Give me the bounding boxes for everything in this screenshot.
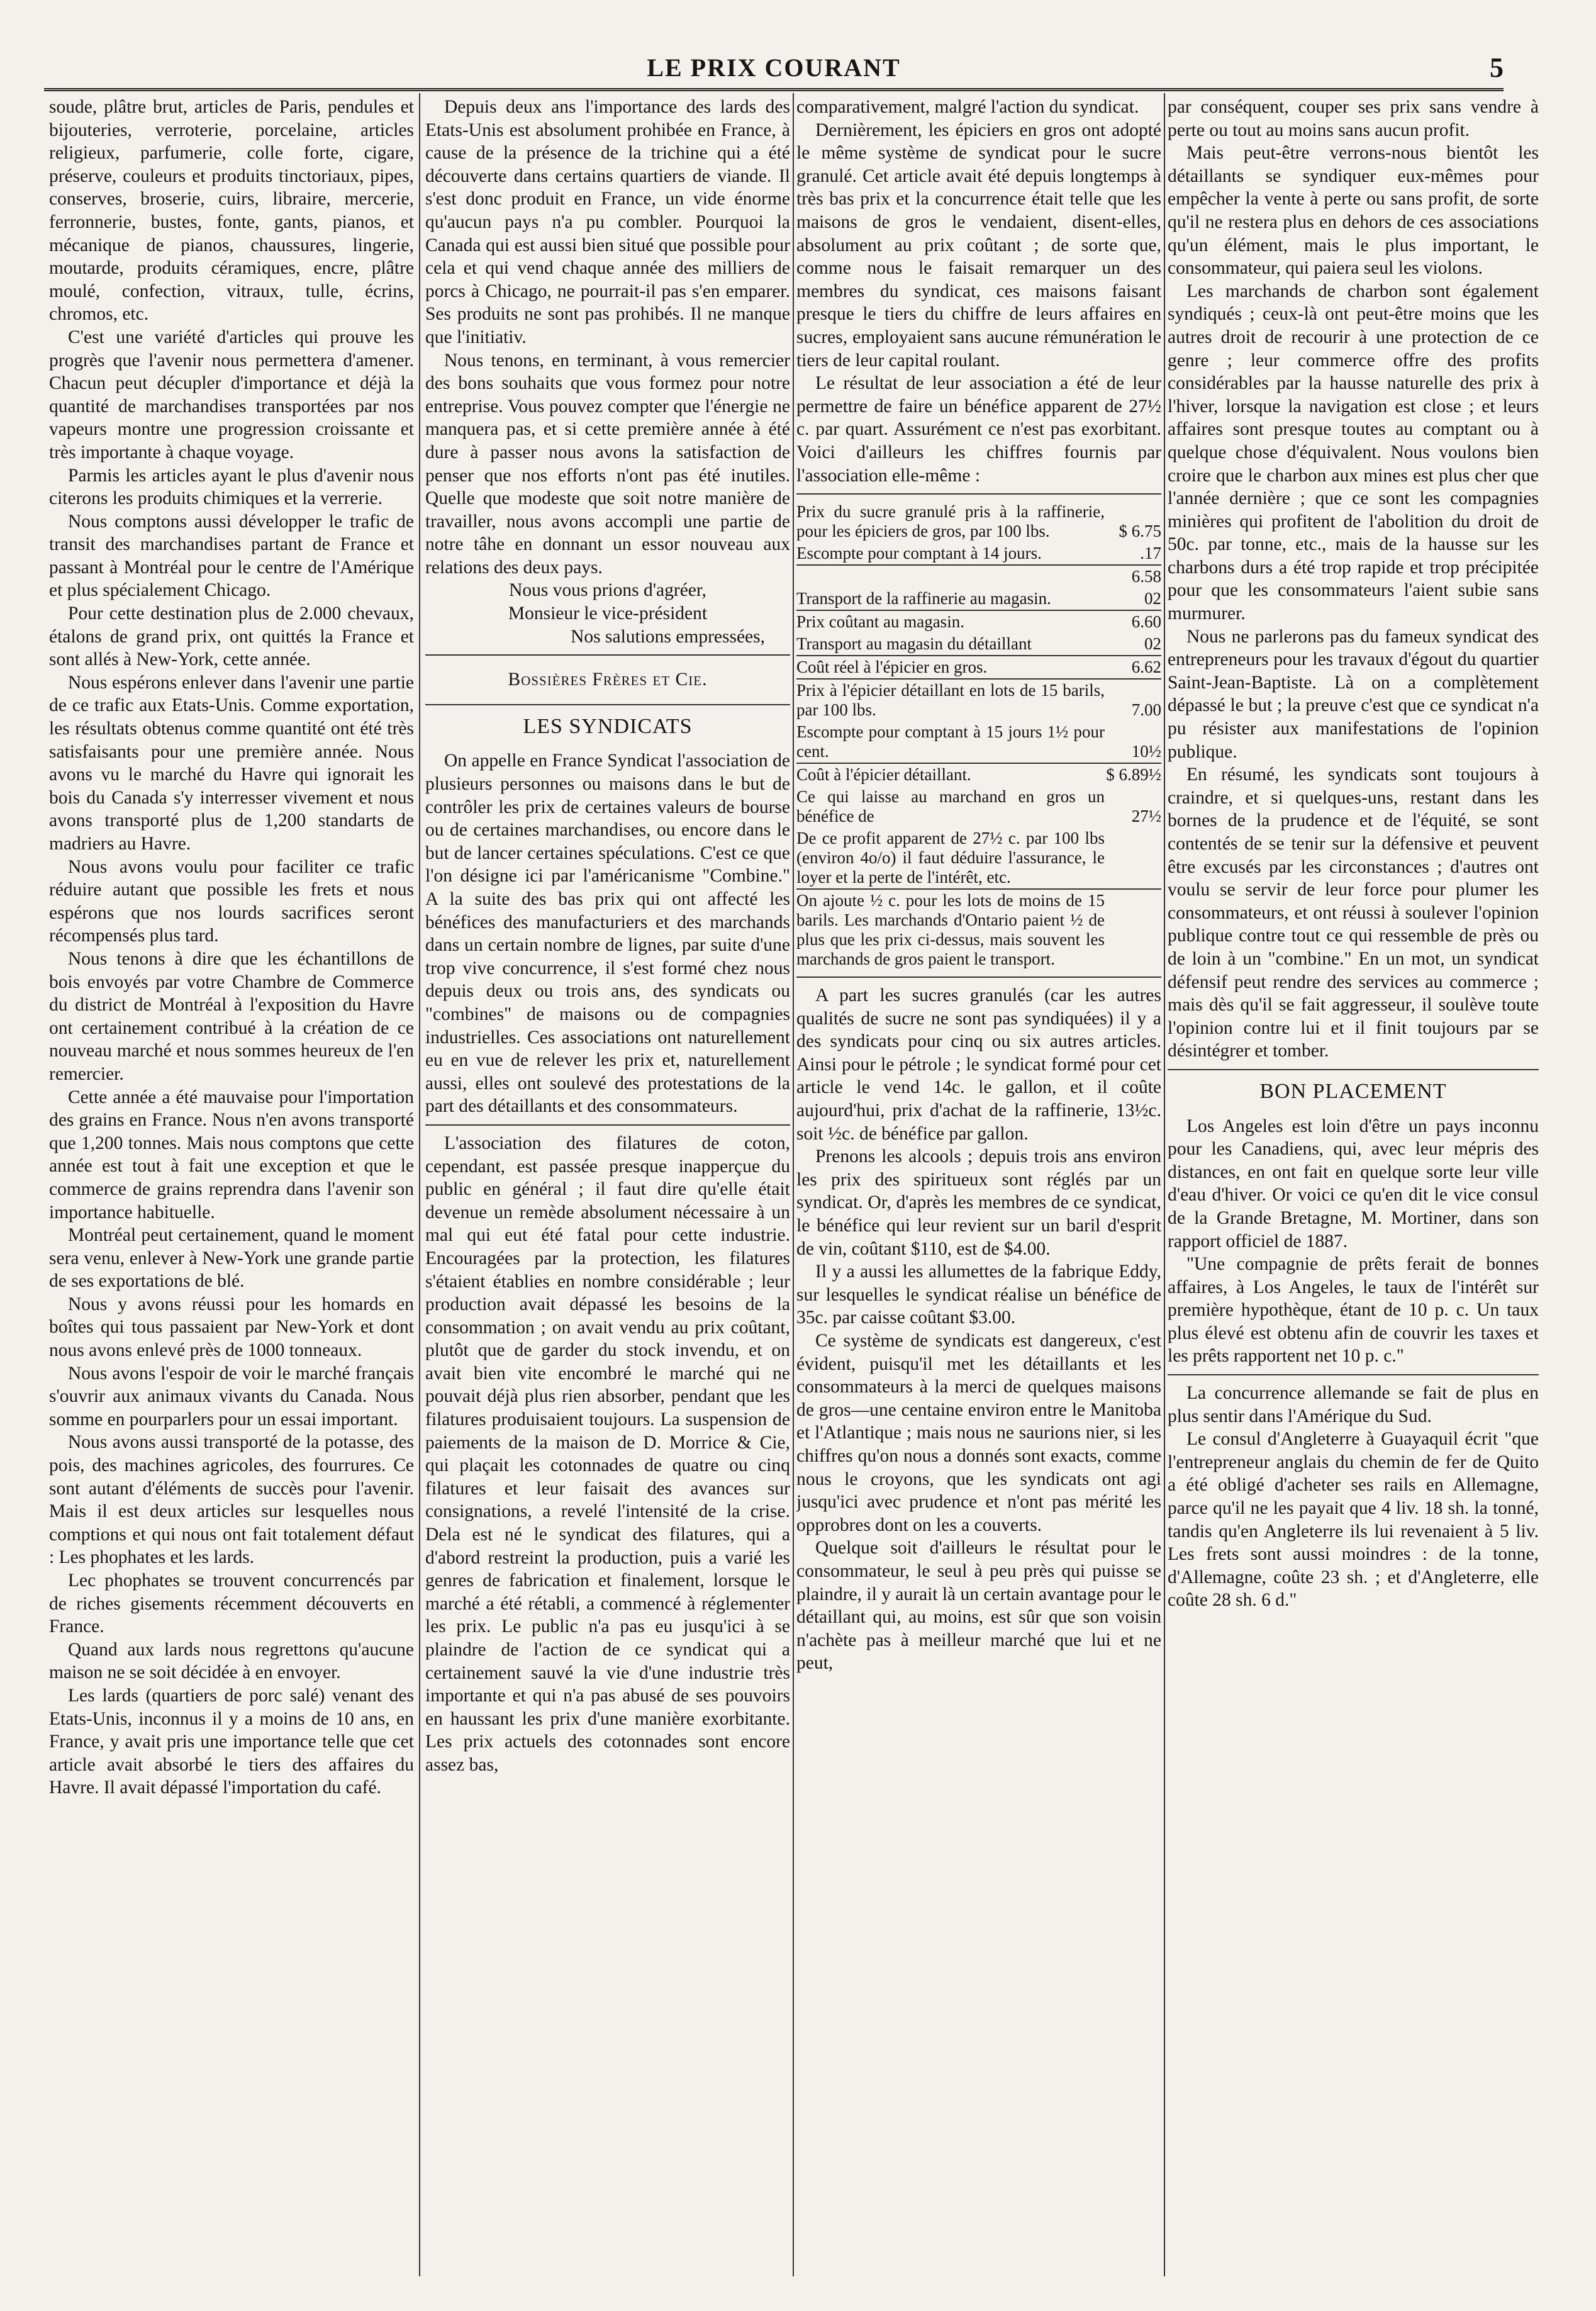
divider [796,493,1161,495]
header-rule [44,88,1504,91]
paragraph: Nous ne parlerons pas du fameux syndicat des entrepreneurs pour les travaux d'égout du quartier Saint-Jean-Baptiste. Là on a complètement dépassé le but ; la preuve c'est que ce syndicat n'a pu résister aux manifestations de l'opinion publique. [1168,626,1539,762]
table-row: Coût réel à l'épicier en gros. 6.62 [796,656,1161,679]
table-row: On ajoute ½ c. pour les lots de moins de 15 barils. Les marchands d'Ontario paient ½ de plus que les prix ci-dessus, mais souvent les marchands de gros paient le transport. [796,891,1105,969]
paragraph: A part les sucres granulés (car les autres qualités de sucre ne sont pas syndiquées) il y a des syndicats pour cinq ou six autres articles. Ainsi pour le pétrole ; le syndicat formé pour cet article le vend 14c. le gallon, et il coûte aujourd'hui, prix d'achat de la raffinerie, 13½c. soit ½c. de bénéfice par gallon. [796,985,1161,1144]
paragraph: Les lards (quartiers de porc salé) venant des Etats-Unis, inconnus il y a moins de 10 ans, en France, y avait pris une importance telle que cet article avait absorbé le tiers des affaires du Havre. Il avait dépassé l'importation du café. [49,1685,414,1798]
paragraph: soude, plâtre brut, articles de Paris, pendules et bijouteries, verroterie, porcelaine, articles religieux, parfumerie, colle forte, cigare, préserve, couleurs et produits tinctoriaux, pipes, conserves, broserie, cuirs, libraire, mercerie, ferronnerie, bustes, fonte, gants, pianos, et mécanique de pianos, chaussures, lingerie, moutarde, produits céramiques, encre, plâtre moulé, confection, vitraux, tulle, écrins, chromos, etc. [49,97,414,325]
paragraph: Depuis deux ans l'importance des lards des Etats-Unis est absolument prohibée en France, à cause de la présence de la trichine qui a été découverte dans certains quartiers de viande. Il s'est donc produit en France, un vide énorme qu'aucun pays n'a pu combler. Pourquoi la Canada qui est aussi bien situé que possible pour cela et qui vend chaque année des milliers de porcs à Chicago, ne pourrait-il pas s'en emparer. Ses produits ne sont pas prohibés. Il ne manque que l'initiativ. [425,97,790,347]
paragraph: Nous comptons aussi développer le trafic de transit des marchandises partant de France et passant à Montréal pour le centre de l'Amérique et plus spécialement Chicago. [49,511,414,601]
paragraph: En résumé, les syndicats sont toujours à craindre, et si quelques-uns, restant dans les bornes de la prudence et de l'équité, se sont contentés de se tenir sur la défensive et peuvent être excusés par les circonstances ; d'autres ont voulu se servir de leur force pour plumer les consommateurs, et ont réussi à soulever l'opinion publique contre tout ce qui ressemble de près ou de loin à un "combine." En un mot, un syndicat défensif peut rendre des services au commerce ; mais dès qu'il se fait aggresseur, il soulève toute l'opinion contre lui et il finit toujours par se désintégrer et tomber. [1168,764,1539,1061]
table-row: Escompte pour comptant à 14 jours. .17 [796,542,1161,565]
paragraph: Le consul d'Angleterre à Guayaquil écrit "que l'entrepreneur anglais du chemin de fer de Quito a été obligé d'acheter ses rails en Allemagne, parce qu'il ne les payait que 4 liv. 18 sh. la tonné, tandis qu'en Angleterre ils lui revenaient à 5 liv. Les frets sont aussi moindres : de la tonne, d'Allemagne, coûte 23 sh. ; et d'Angleterre, elle coûte 28 sh. 6 d." [1168,1429,1539,1611]
paragraph: Pour cette destination plus de 2.000 chevaux, étalons de grand prix, ont quittés la France et sont allés à New-York, cette année. [49,603,414,670]
paragraph: Nous y avons réussi pour les homards en boîtes qui tous passaient par New-York et dont nous avons enlevé près de 1000 tonneaux. [49,1294,414,1361]
column-1 [49,96,414,2273]
column-4 [1168,96,1539,2273]
section-title: LES SYNDICATS [523,714,693,738]
table-row: Transport de la raffinerie au magasin. 02 [796,588,1161,610]
table-row: Prix coûtant au magasin. 6.60 [796,612,1161,632]
column-divider [1164,93,1165,2276]
paragraph: Lec phophates se trouvent concurrencés par de riches gisements récemment découverts en France. [49,1570,414,1637]
paragraph: Quand aux lards nous regrettons qu'aucune maison ne se soit décidée à en envoyer. [49,1639,414,1683]
divider [425,704,790,705]
divider [796,976,1161,978]
table-row: Transport au magasin du détaillant 02 [796,633,1161,656]
divider [425,1124,790,1126]
paragraph: "Une compagnie de prêts ferait de bonnes affaires, à Los Angeles, le taux de l'intérêt sur première hypothèque, étant de 10 p. c. Un taux plus élevé est obtenu afin de couvrir les taxes et les prêts rapportent net 10 p. c." [1168,1254,1539,1367]
letter-closing: Nos salutions empressées, [571,626,765,647]
masthead-title: LE PRIX COURANT [647,53,901,82]
section-title: BON PLACEMENT [1259,1079,1447,1103]
letter-closing: Nous vous prions d'agréer, [509,580,706,601]
letter-closing: Monsieur le vice-président [508,603,708,624]
paragraph: Los Angeles est loin d'être un pays inconnu pour les Canadiens, qui, avec leur mépris des distances, en ont fait en quelque sorte leur ville d'eau d'hiver. Or voici ce qu'en dit le vice consul de la Grande Bretagne, M. Mortiner, dans son rapport officiel de 1887. [1168,1116,1539,1251]
paragraph: Nous espérons enlever dans l'avenir une partie de ce trafic aux Etats-Unis. Comme exportation, les résultats obtenus comme quantité ont été très satisfaisants pour une première année. Nous avons vu le marché du Havre qui ignorait les bois du Canada s'y interresser vivement et nous avons transporté plus de 1,200 standarts de madriers au Havre. [49,672,414,854]
page-number: 5 [1490,52,1504,83]
paragraph: Nous tenons, en terminant, à vous remercier des bons souhaits que vous formez pour notre entreprise. Vous pouvez compter que l'énergie ne manquera pas, et si cette première année à été dure à passer nous avons la satisfaction de penser que nos efforts n'ont pas été inutiles. Quelle que modeste que soit notre manière de travailler, nous avons accompli une partie de notre tâhe en donnant un essor nouveau aux relations des deux pays. [425,350,790,578]
divider [1168,1374,1539,1375]
table-row: Escompte pour comptant à 15 jours 1½ pour cent. 10½ [796,721,1161,763]
paragraph: par conséquent, couper ses prix sans vendre à perte ou tout au moins sans aucun profit. [1168,97,1539,140]
paragraph: Parmis les articles ayant le plus d'avenir nous citerons les produits chimiques et la verrerie. [49,465,414,509]
table-row: Prix à l'épicier détaillant en lots de 15 barils, par 100 lbs. 7.00 [796,681,1161,720]
paragraph: Nous avons voulu pour faciliter ce trafic réduire autant que possible les frets et nous espérons que nos lourds sacrifices seront récompensés plus tard. [49,856,414,946]
divider [425,654,790,656]
paragraph: Ce système de syndicats est dangereux, c'est évident, puisqu'il met les détaillants et les consommateurs à la merci de quelques maisons de gros—une centaine environ entre le Manitoba et l'Atlantique ; mais nous ne saurions nier, si les chiffres qu'on nous a donnés sont exacts, comme nous le croyons, que les syndicats ont agi jusqu'ici avec prudence et n'ont pas mérité les opprobres dont on les a couverts. [796,1331,1161,1535]
paragraph: L'association des filatures de coton, cependant, est passée presque inapperçue du public en général ; il faut dire qu'elle était devenue un remède absolument nécessaire à un mal qui eut été fatal pour cette industrie. Encouragées par la protection, les filatures s'étaient établies en nombre considérable ; leur production avait dépassé les besoins de la consommation ; on avait vendu au prix coûtant, plutôt que de garder du stock invendu, et on avait bien vite encombré le marché qui ne pouvait déjà plus rien absorber, pendant que les filatures produisaient toujours. La suspension de paiements de la maison de D. Morrice & Cie, qui plaçait les cotonnades de quatre ou cinq filatures et leur faisait des avances sur consignations, a revelé l'intensité de la crise. Dela est né le syndicat des filatures, qui a d'abord restreint la production, puis a varié les genres de fabrication et finalement, lorsque le marché a été rétabli, a commencé à réglementer les prix. Le public n'a pas eu jusqu'ici à se plaindre de l'action de ce syndicat qui a certainement sauvé la vie d'une industrie très importante et qui n'a pas abusé de ses pouvoirs en haussant les prix d'une manière exorbitante. Les prix actuels des cotonnades sont encore assez bas, [425,1133,790,1775]
paragraph: Mais peut-être verrons-nous bientôt les détaillants se syndiquer eux-mêmes pour empêcher la vente à perte ou sans profit, de sorte qu'il ne restera plus en dehors de ces associations qu'un élément, mais le plus important, le consommateur, qui paiera seul les violons. [1168,143,1539,279]
paragraph: Nous avons l'espoir de voir le marché français s'ouvrir aux animaux vivants du Canada. Nous somme en pourparlers pour un essai important. [49,1363,414,1430]
paragraph: Prenons les alcools ; depuis trois ans environ les prix des spiritueux sont réglés par un syndicat. Or, d'après les membres de ce syndicat, le bénéfice qui leur revient sur un baril d'esprit de vin, coûtant $110, est de $4.00. [796,1146,1161,1259]
paragraph: Quelque soit d'ailleurs le résultat pour le consommateur, le seul à peu près qui puisse se plaindre, il y aurait là un certain avantage pour le détaillant qui, au moins, est sûr que son voisin n'achète pas à meilleur marché que lui et ne peut, [796,1538,1161,1674]
table-row: 6.58 [1131,567,1161,586]
paragraph: Cette année a été mauvaise pour l'importation des grains en France. Nous n'en avons transporté que 1,200 tonnes. Mais nous comptons que cette année est tout à fait une exception et que le commerce de grains reprendra dans l'avenir son importance habituelle. [49,1087,414,1223]
column-3 [796,96,1161,2273]
paragraph: Les marchands de charbon sont également syndiqués ; ceux-là ont peut-être moins que les autres droit de recourir à une protection de ce genre ; leur commerce offre des profits considérables par la hausse naturelle des prix à l'hiver, lorsque la navigation est close ; et leurs affaires sont presque toutes au comptant ou à quelque chose d'équivalent. Nous voulons bien croire que le charbon aux mines est plus cher que l'année dernière ; que ce sont les compagnies minières qui profitent de l'abolition du droit de 50c. par tonne, etc., mais de la hausse sur les charbons durs a été trop rapide et trop précipitée pour que les consommateurs l'aient subie sans murmurer. [1168,281,1539,624]
table-row: De ce profit apparent de 27½ c. par 100 lbs (environ 4o/o) il faut déduire l'assurance, le loyer et la perte de l'intérêt, etc. [796,827,1161,889]
divider [1168,1069,1539,1070]
column-2 [425,96,790,2273]
paragraph: La concurrence allemande se fait de plus en plus sentir dans l'Amérique du Sud. [1168,1383,1539,1426]
paragraph: Montréal peut certainement, quand le moment sera venu, enlever à New-York une grande partie de ses exportations de blé. [49,1225,414,1292]
table-row: Coût à l'épicier détaillant. $ 6.89½ [796,765,1161,785]
column-divider [419,93,420,2276]
signature-firm: Bossières Frères et Cie. [508,669,708,690]
table-row: Prix du sucre granulé pris à la raffinerie, pour les épiciers de gros, par 100 lbs. $ 6.75 [796,502,1161,541]
page-header [44,49,1504,93]
column-divider [793,93,794,2276]
paragraph: On appelle en France Syndicat l'association de plusieurs personnes ou maisons dans le but de contrôler les prix de certaines valeurs de bourse ou de certaines marchandises, ou encore dans le but de lancer certaines spéculations. C'est ce que l'on désigne ici par l'américanisme "Combine." A la suite des bas prix qui ont affecté les bénéfices des manufacturiers et des marchands dans un certain nombre de lignes, par suite d'une trop vive concurrence, il s'est formé chez nous depuis deux ou trois ans, des syndicats ou "combines" de maisons ou de compagnies industrielles. Ces associations ont naturellement eu en vue de relever les prix et, naturellement aussi, elles ont soulevé des protestations de la part des détaillants et des consommateurs. [425,751,790,1117]
paragraph: comparativement, malgré l'action du syndicat. [796,97,1139,117]
paragraph: C'est une variété d'articles qui prouve les progrès que l'avenir nous permettera d'amener. Chacun peut décupler d'importance et déjà la quantité de marchandises transportées par nos vapeurs montre une progression croissante et très importante à chaque voyage. [49,327,414,462]
paragraph: Il y a aussi les allumettes de la fabrique Eddy, sur lesquelles le syndicat réalise un bénéfice de 35c. par caisse coûtant $3.00. [796,1262,1161,1328]
paragraph: Nous avons aussi transporté de la potasse, des pois, des machines agricoles, des fourrures. Ce sont autant d'éléments de succès pour l'avenir. Mais il est deux articles sur lesquelles nous comptions et qui nous ont fait totalement défaut : Les phophates et les lards. [49,1432,414,1568]
sugar-price-table [796,501,1161,970]
paragraph: Le résultat de leur association a été de leur permettre de faire un bénéfice apparent de 27½ c. par quart. Assurément ce n'est pas exorbitant. Voici d'ailleurs les chiffres fournis par l'association elle-même : [796,373,1161,486]
paragraph: Nous tenons à dire que les échantillons de bois envoyés par votre Chambre de Commerce du district de Montréal à l'exposition du Havre ont certainement contribué à la création de ce nouveau marché et nous sommes heureux de l'en remercier. [49,948,414,1084]
paragraph: Dernièrement, les épiciers en gros ont adopté le même système de syndicat pour le sucre granulé. Cet article avait été depuis longtemps à très bas prix et la concurrence était telle que les maisons de gros le vendaient, disent-elles, absolument au prix coûtant ; de sorte que, comme nous le faisait remarquer un des membres du syndicat, ces maisons faisant presque le tiers du chiffre de leurs affaires en sucres, employaient sans aucune rémunération le tiers de leur capital roulant. [796,120,1161,371]
table-row: Ce qui laisse au marchand en gros un bénéfice de 27½ [796,787,1161,826]
